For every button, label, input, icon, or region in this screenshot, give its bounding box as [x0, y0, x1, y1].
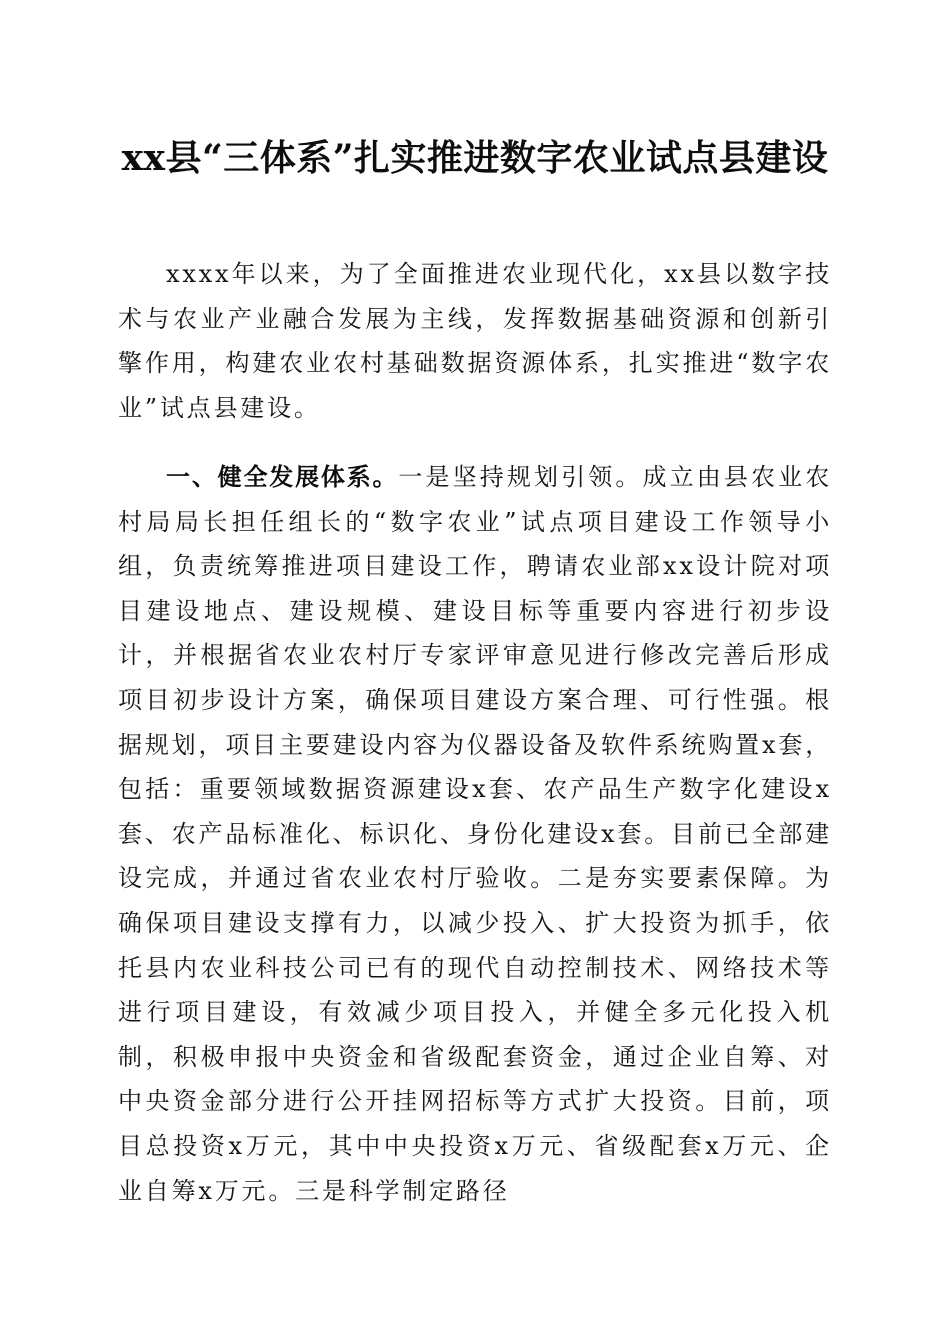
section-one-paragraph [118, 455, 832, 1213]
section-one-heading: 一、健全发展体系。 [166, 463, 399, 491]
intro-paragraph-text: xxxx年以来，为了全面推进农业现代化，xx县以数字技术与农业产业融合发展为主线，发挥数据基础资源和创新引擎作用，构建农业农村基础数据资源体系，扎实推进“数字农业”试点县建设。 [118, 260, 832, 422]
document-title: xx县“三体系”扎实推进数字农业试点县建设 [121, 137, 829, 179]
intro-paragraph [118, 252, 832, 430]
section-one-text: 一是坚持规划引领。成立由县农业农村局局长担任组长的“数字农业”试点项目建设工作领导小组，负责统筹推进项目建设工作，聘请农业部xx设计院对项目建设地点、建设规模、建设目标等重要内容进行初步设计，并根据省农业农村厅专家评审意见进行修改完善后形成项目初步设计方案，确保项目建设方案合理、可行性强。根据规划，项目主要建设内容为仪器设备及软件系统购置x套，包括：重要领域数据资源建设x套、农产品生产数字化建设x套、农产品标准化、标识化、身份化建设x套。目前已全部建设完成，并通过省农业农村厅验收。二是夯实要素保障。为确保项目建设支撑有力，以减少投入、扩大投资为抓手，依托县内农业科技公司已有的现代自动控制技术、网络技术等进行项目建设，有效减少项目投入，并健全多元化投入机制，积极申报中央资金和省级配套资金，通过企业自筹、对中央资金部分进行公开挂网招标等方式扩大投资。目前，项目总投资x万元，其中中央投资x万元、省级配套x万元、企业自筹x万元。三是科学制定路径 [118, 463, 832, 1205]
